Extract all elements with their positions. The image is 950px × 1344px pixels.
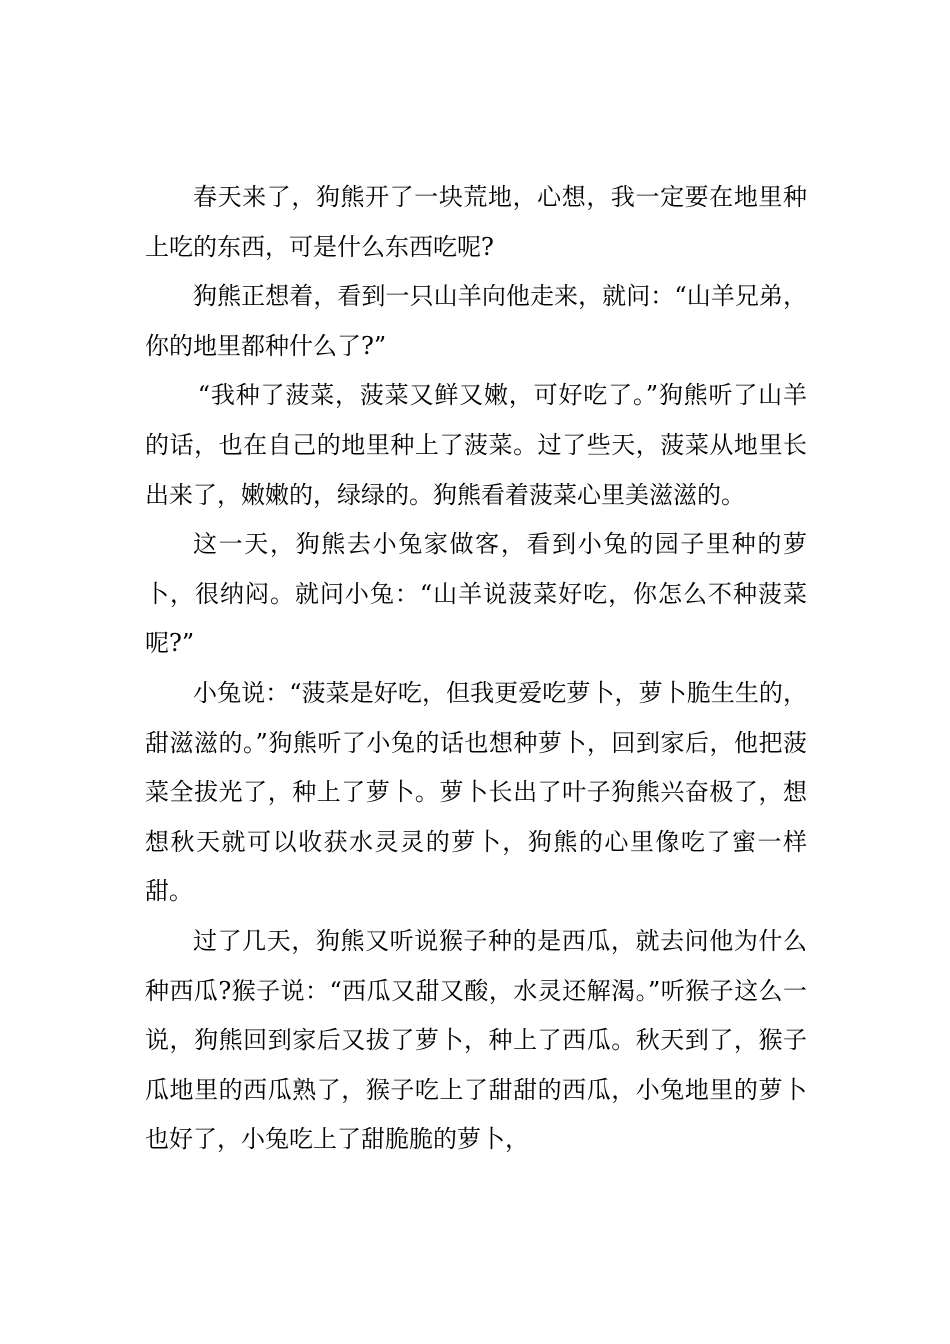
paragraph-2: 狗熊正想着，看到一只山羊向他走来，就问：“山羊兄弟，你的地里都种什么了?” (145, 282, 807, 360)
document-page (145, 173, 807, 1165)
paragraph-1: 春天来了，狗熊开了一块荒地，心想，我一定要在地里种上吃的东西，可是什么东西吃呢? (145, 183, 807, 261)
paragraph-5: 小兔说：“菠菜是好吃，但我更爱吃萝卜，萝卜脆生生的，甜滋滋的。”狗熊听了小兔的话也想种萝卜，回到家后，他把菠菜全拔光了，种上了萝卜。萝卜长出了叶子狗熊兴奋极了，想想秋天就可以收获水灵灵的萝卜，狗熊的心里像吃了蜜一样甜。 (145, 678, 807, 906)
paragraph-3: “我种了菠菜，菠菜又鲜又嫩，可好吃了。”狗熊听了山羊的话，也在自己的地里种上了菠菜。过了些天，菠菜从地里长出来了，嫩嫩的，绿绿的。狗熊看着菠菜心里美滋滋的。 (145, 381, 807, 509)
paragraph-6: 过了几天，狗熊又听说猴子种的是西瓜，就去问他为什么种西瓜?猴子说：“西瓜又甜又酸，水灵还解渴。”听猴子这么一说，狗熊回到家后又拔了萝卜，种上了西瓜。秋天到了，猴子瓜地里的西瓜熟了，猴子吃上了甜甜的西瓜，小兔地里的萝卜也好了，小兔吃上了甜脆脆的萝卜， (145, 926, 807, 1154)
paragraph-4: 这一天，狗熊去小兔家做客，看到小兔的园子里种的萝卜，很纳闷。就问小兔：“山羊说菠菜好吃，你怎么不种菠菜呢?” (145, 530, 807, 658)
